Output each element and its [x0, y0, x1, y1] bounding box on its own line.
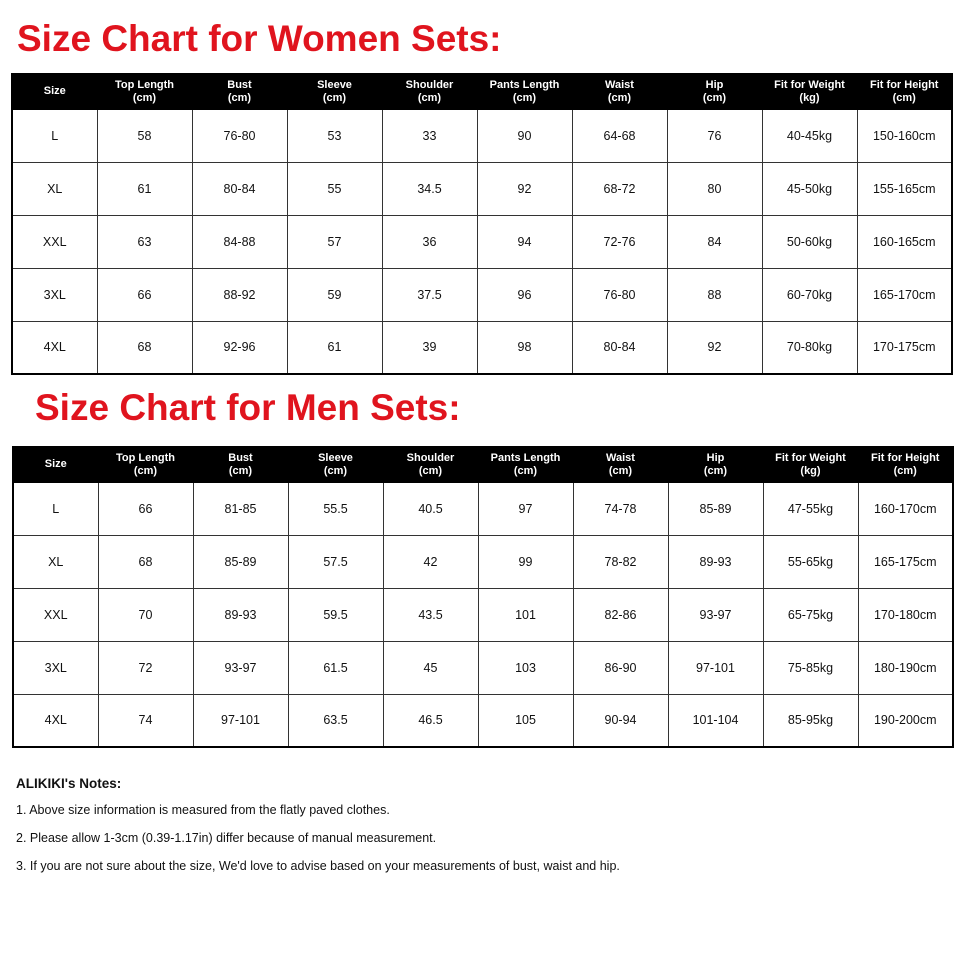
table-row: [13, 535, 953, 588]
measurement-cell: 82-86: [573, 588, 668, 641]
column-header-label: Hip: [705, 78, 724, 91]
measurement-cell: 180-190cm: [858, 641, 953, 694]
measurement-cell: 59: [287, 268, 382, 321]
measurement-cell: 65-75kg: [763, 588, 858, 641]
measurement-cell: 97-101: [193, 694, 288, 747]
table-row: [12, 162, 952, 215]
measurement-cell: 170-180cm: [858, 588, 953, 641]
measurement-cell: 40.5: [383, 482, 478, 535]
measurement-cell: 70: [98, 588, 193, 641]
measurement-cell: 36: [382, 215, 477, 268]
column-header-unit: (cm): [608, 464, 633, 477]
measurement-cell: 97: [478, 482, 573, 535]
measurement-cell: 99: [478, 535, 573, 588]
column-header: [857, 74, 952, 109]
women-size-table: [11, 73, 953, 375]
column-header-unit: (cm): [323, 464, 348, 477]
table-row: [12, 268, 952, 321]
measurement-cell: 58: [97, 109, 192, 162]
measurement-cell: 60-70kg: [762, 268, 857, 321]
measurement-cell: 88: [667, 268, 762, 321]
measurement-cell: 80: [667, 162, 762, 215]
measurement-cell: 81-85: [193, 482, 288, 535]
measurement-cell: 61: [97, 162, 192, 215]
size-cell: 3XL: [13, 641, 98, 694]
table-row: [13, 588, 953, 641]
column-header-unit: (cm): [227, 91, 252, 104]
measurement-cell: 57: [287, 215, 382, 268]
column-header-label: Pants Length: [489, 78, 560, 91]
measurement-cell: 155-165cm: [857, 162, 952, 215]
column-header-label: Pants Length: [490, 451, 561, 464]
column-header-label: Fit for Weight: [774, 78, 845, 91]
column-header: [12, 74, 97, 109]
column-header-label: Fit for Weight: [775, 451, 846, 464]
measurement-cell: 57.5: [288, 535, 383, 588]
column-header-unit: (cm): [133, 464, 158, 477]
column-header-unit: (cm): [702, 91, 727, 104]
column-header-unit: (cm): [132, 91, 157, 104]
measurement-cell: 45: [383, 641, 478, 694]
measurement-cell: 101-104: [668, 694, 763, 747]
column-header-unit: (cm): [893, 464, 917, 477]
column-header: [193, 447, 288, 482]
measurement-cell: 76-80: [572, 268, 667, 321]
column-header-unit: (kg): [799, 91, 820, 104]
measurement-cell: 63: [97, 215, 192, 268]
measurement-cell: 55: [287, 162, 382, 215]
measurement-cell: 103: [478, 641, 573, 694]
measurement-cell: 68-72: [572, 162, 667, 215]
measurement-cell: 46.5: [383, 694, 478, 747]
women-size-chart-title: Size Chart for Women Sets:: [17, 18, 502, 59]
measurement-cell: 101: [478, 588, 573, 641]
size-cell: L: [12, 109, 97, 162]
column-header: [382, 74, 477, 109]
column-header-label: Fit for Height: [871, 451, 940, 464]
size-cell: XXL: [12, 215, 97, 268]
measurement-cell: 53: [287, 109, 382, 162]
column-header: [97, 74, 192, 109]
column-header: [667, 74, 762, 109]
column-header: [668, 447, 763, 482]
measurement-cell: 160-165cm: [857, 215, 952, 268]
measurement-cell: 70-80kg: [762, 321, 857, 374]
table-row: [12, 321, 952, 374]
measurement-cell: 76: [667, 109, 762, 162]
column-header: [192, 74, 287, 109]
measurement-cell: 88-92: [192, 268, 287, 321]
measurement-cell: 92: [667, 321, 762, 374]
size-cell: L: [13, 482, 98, 535]
measurement-cell: 39: [382, 321, 477, 374]
measurement-cell: 85-95kg: [763, 694, 858, 747]
column-header: [383, 447, 478, 482]
column-header-label: Shoulder: [405, 78, 454, 91]
column-header-label: Top Length: [115, 451, 176, 464]
column-header-label: Bust: [227, 78, 252, 91]
column-header-unit: (cm): [228, 464, 253, 477]
size-cell: XXL: [13, 588, 98, 641]
note-item: 3. If you are not sure about the size, We'd love to advise based on your measurements of bust, waist and hip.: [16, 859, 620, 873]
measurement-cell: 76-80: [192, 109, 287, 162]
column-header-label: Sleeve: [317, 78, 352, 91]
men-size-table: [12, 446, 954, 748]
column-header: [573, 447, 668, 482]
measurement-cell: 190-200cm: [858, 694, 953, 747]
column-header-unit: (cm): [512, 91, 537, 104]
column-header-unit: (cm): [417, 91, 442, 104]
measurement-cell: 59.5: [288, 588, 383, 641]
measurement-cell: 72-76: [572, 215, 667, 268]
measurement-cell: 84-88: [192, 215, 287, 268]
size-cell: XL: [12, 162, 97, 215]
table-row: [12, 215, 952, 268]
note-item: 1. Above size information is measured from the flatly paved clothes.: [16, 803, 390, 817]
measurement-cell: 55.5: [288, 482, 383, 535]
measurement-cell: 92-96: [192, 321, 287, 374]
measurement-cell: 97-101: [668, 641, 763, 694]
measurement-cell: 105: [478, 694, 573, 747]
measurement-cell: 165-175cm: [858, 535, 953, 588]
measurement-cell: 89-93: [193, 588, 288, 641]
measurement-cell: 170-175cm: [857, 321, 952, 374]
table-row: [12, 109, 952, 162]
column-header: [478, 447, 573, 482]
column-header: [288, 447, 383, 482]
measurement-cell: 78-82: [573, 535, 668, 588]
measurement-cell: 43.5: [383, 588, 478, 641]
measurement-cell: 55-65kg: [763, 535, 858, 588]
column-header-unit: (cm): [322, 91, 347, 104]
measurement-cell: 86-90: [573, 641, 668, 694]
measurement-cell: 45-50kg: [762, 162, 857, 215]
column-header: [13, 447, 98, 482]
column-header: [98, 447, 193, 482]
measurement-cell: 47-55kg: [763, 482, 858, 535]
measurement-cell: 96: [477, 268, 572, 321]
size-cell: 4XL: [12, 321, 97, 374]
column-header-unit: (cm): [703, 464, 728, 477]
column-header-label: Bust: [228, 451, 253, 464]
measurement-cell: 42: [383, 535, 478, 588]
column-header-label: Top Length: [114, 78, 175, 91]
measurement-cell: 90: [477, 109, 572, 162]
column-header: [762, 74, 857, 109]
column-header-label: Waist: [605, 78, 634, 91]
measurement-cell: 80-84: [572, 321, 667, 374]
measurement-cell: 40-45kg: [762, 109, 857, 162]
table-row: [13, 694, 953, 747]
note-item: 2. Please allow 1-3cm (0.39-1.17in) differ because of manual measurement.: [16, 831, 437, 845]
measurement-cell: 85-89: [668, 482, 763, 535]
measurement-cell: 98: [477, 321, 572, 374]
measurement-cell: 93-97: [193, 641, 288, 694]
measurement-cell: 85-89: [193, 535, 288, 588]
measurement-cell: 68: [97, 321, 192, 374]
column-header-label: Fit for Height: [870, 78, 939, 91]
measurement-cell: 37.5: [382, 268, 477, 321]
measurement-cell: 33: [382, 109, 477, 162]
table-header-row: [13, 447, 953, 482]
measurement-cell: 68: [98, 535, 193, 588]
column-header-unit: (kg): [800, 464, 821, 477]
measurement-cell: 92: [477, 162, 572, 215]
measurement-cell: 150-160cm: [857, 109, 952, 162]
column-header: [287, 74, 382, 109]
size-cell: XL: [13, 535, 98, 588]
measurement-cell: 63.5: [288, 694, 383, 747]
measurement-cell: 165-170cm: [857, 268, 952, 321]
size-cell: 4XL: [13, 694, 98, 747]
table-header-row: [12, 74, 952, 109]
measurement-cell: 90-94: [573, 694, 668, 747]
column-header-unit: (cm): [418, 464, 443, 477]
measurement-cell: 93-97: [668, 588, 763, 641]
column-header-unit: (cm): [607, 91, 632, 104]
measurement-cell: 61.5: [288, 641, 383, 694]
measurement-cell: 34.5: [382, 162, 477, 215]
measurement-cell: 66: [97, 268, 192, 321]
column-header-label: Size: [44, 458, 67, 471]
measurement-cell: 61: [287, 321, 382, 374]
measurement-cell: 160-170cm: [858, 482, 953, 535]
measurement-cell: 64-68: [572, 109, 667, 162]
measurement-cell: 66: [98, 482, 193, 535]
column-header: [858, 447, 953, 482]
notes-section: [16, 776, 620, 887]
column-header: [477, 74, 572, 109]
column-header-unit: (cm): [513, 464, 538, 477]
column-header-label: Size: [43, 85, 66, 98]
size-cell: 3XL: [12, 268, 97, 321]
table-row: [13, 482, 953, 535]
measurement-cell: 80-84: [192, 162, 287, 215]
column-header-unit: (cm): [892, 91, 916, 104]
measurement-cell: 84: [667, 215, 762, 268]
notes-heading: ALIKIKI's Notes:: [16, 776, 122, 791]
measurement-cell: 94: [477, 215, 572, 268]
column-header: [763, 447, 858, 482]
column-header-label: Waist: [606, 451, 635, 464]
measurement-cell: 50-60kg: [762, 215, 857, 268]
measurement-cell: 72: [98, 641, 193, 694]
measurement-cell: 75-85kg: [763, 641, 858, 694]
men-size-chart-title: Size Chart for Men Sets:: [35, 387, 461, 428]
column-header-label: Shoulder: [406, 451, 455, 464]
measurement-cell: 74-78: [573, 482, 668, 535]
table-row: [13, 641, 953, 694]
column-header-label: Sleeve: [318, 451, 353, 464]
measurement-cell: 74: [98, 694, 193, 747]
measurement-cell: 89-93: [668, 535, 763, 588]
column-header-label: Hip: [706, 451, 725, 464]
column-header: [572, 74, 667, 109]
